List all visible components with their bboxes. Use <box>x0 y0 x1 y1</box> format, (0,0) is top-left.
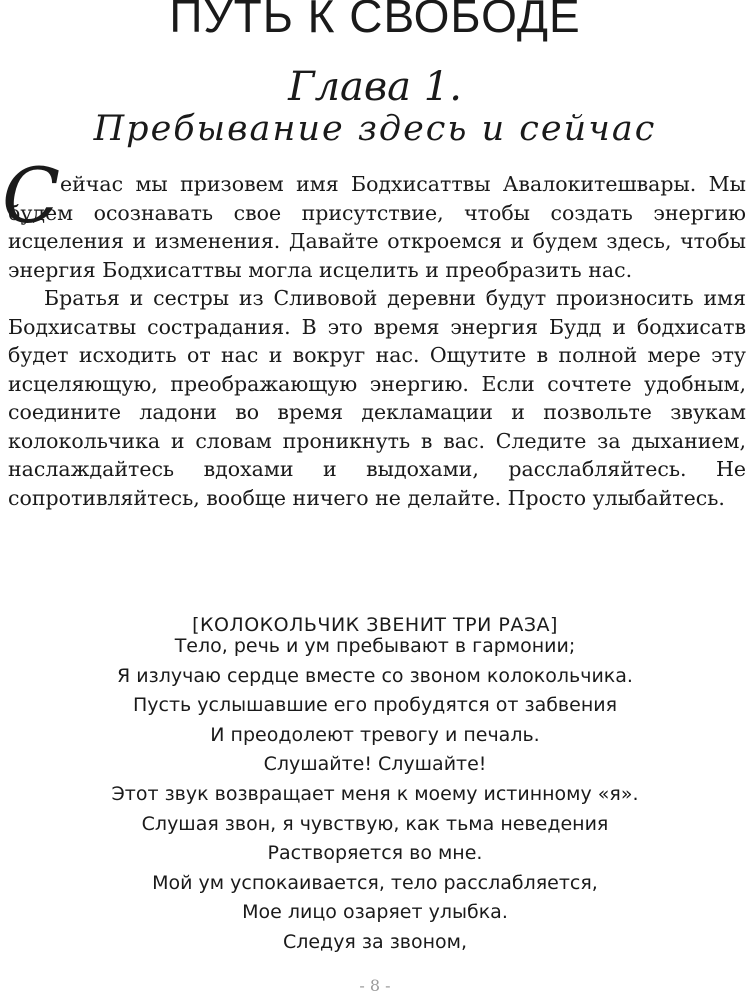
verse-line: Я излучаю сердце вместе со звоном колокольчика. <box>117 664 633 687</box>
paragraph-2: Братья и сестры из Сливовой деревни будут произносить имя Бодхисатвы сострадания. В это время энергия Будд и бодхисатв будет исходить от нас и вокруг нас. Ощутите в полной мере эту исцеляющую, преображающую энергию. Если сочтете удобным, соедините ладони во время декламации и позвольте звукам колокольчика и словам проникнуть в вас. Следите за дыханием, наслаждайтесь вдохами и выдохами, расслабляйтесь. Не сопротивляйтесь, вообще ничего не делайте. Просто улыбайтесь. <box>8 286 746 510</box>
verse-line: Слушайте! Слушайте! <box>263 753 487 776</box>
paragraph-1: ейчас мы призовем имя Бодхисаттвы Авалокитешвары. Мы будем осознавать свое присутствие, чтобы создать энергию исцеления и изменения. Давайте откроемся и будем здесь, чтобы энергия Бодхисаттвы могла исцелить и преобразить нас. <box>8 172 746 282</box>
verse-line: Слушая звон, я чувствую, как тьма неведения <box>141 812 609 835</box>
verse-line: Растворяется во мне. <box>267 842 483 865</box>
verse-line: Следуя за звоном, <box>282 930 468 953</box>
verse-line: И преодолеют тревогу и печаль. <box>210 723 540 746</box>
verse <box>0 632 750 958</box>
verse-line: Пусть услышавшие его пробудятся от забвения <box>132 694 618 717</box>
verse-line: Тело, речь и ум пребывают в гармонии; <box>174 635 576 657</box>
verse-line: Этот звук возвращает меня к моему истинному «я». <box>111 782 639 805</box>
dropcap-letter: С <box>2 151 61 240</box>
page-number: - 8 - <box>359 976 391 995</box>
verse-line: Мое лицо озаряет улыбка. <box>242 901 508 924</box>
verse-line: Мой ум успокаивается, тело расслабляется, <box>152 871 598 894</box>
book-title: ПУТЬ К СВОБОДЕ <box>169 0 581 42</box>
chapter-title: Пребывание здесь и сейчас <box>93 109 657 149</box>
body-text <box>8 170 746 512</box>
stage-direction: [КОЛОКОЛЬЧИК ЗВЕНИТ ТРИ РАЗА] <box>192 614 558 636</box>
chapter-number: Глава 1. <box>288 64 462 110</box>
